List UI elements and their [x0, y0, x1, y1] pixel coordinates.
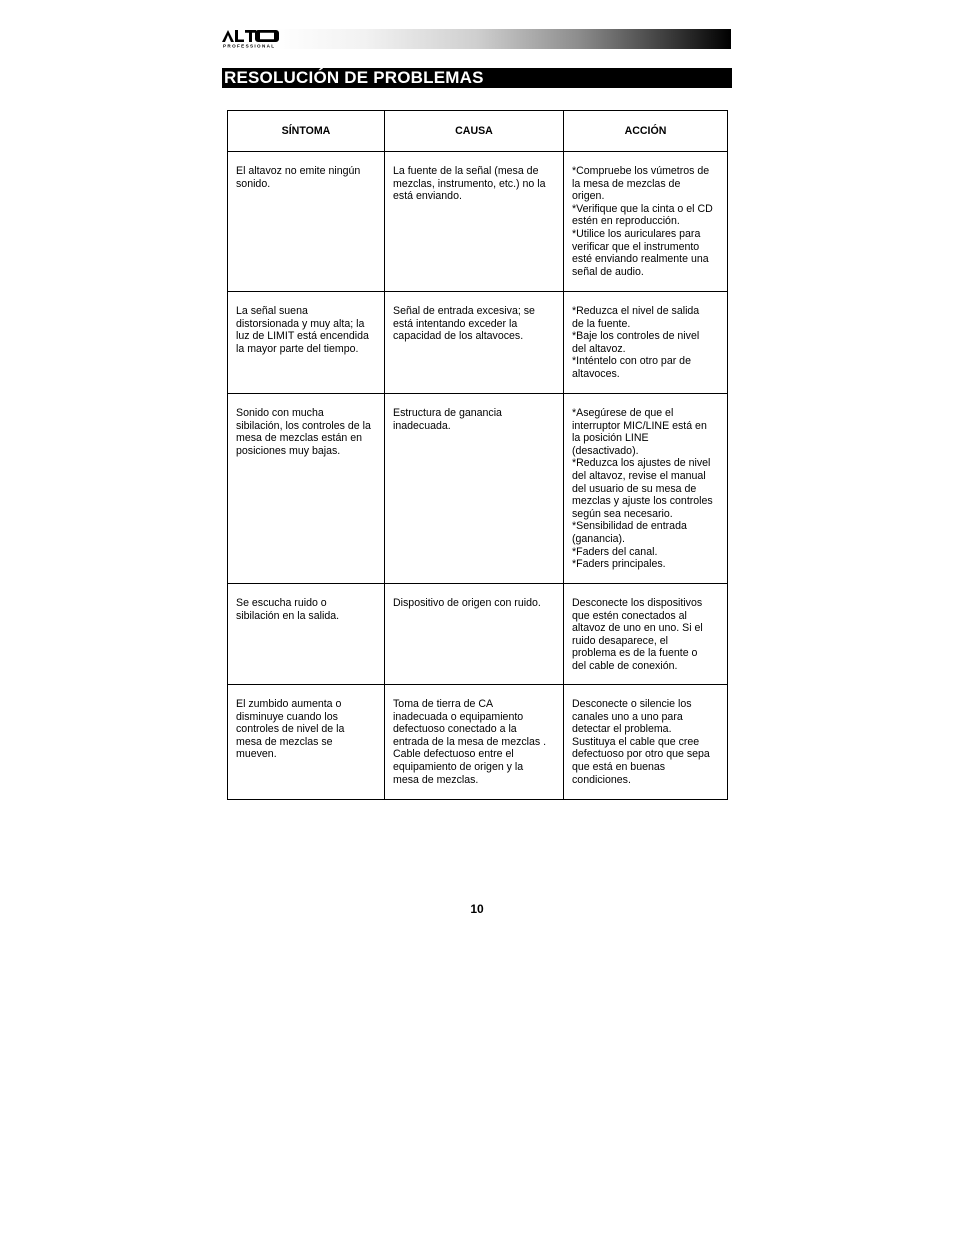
- header-symptom: SÍNTOMA: [228, 111, 385, 152]
- table-header-row: [228, 111, 728, 152]
- symptom-cell: Se escucha ruido o sibilación en la salida.: [228, 584, 385, 685]
- action-cell: Desconecte los dispositivos que estén conectados al altavoz de uno en uno. Si el ruido desaparece, el problema es de la fuente o del cable de conexión.: [564, 584, 728, 685]
- symptom-cell: La señal suena distorsionada y muy alta; la luz de LIMIT está encendida la mayor parte del tiempo.: [228, 292, 385, 394]
- table-row: [228, 292, 728, 394]
- action-cell: *Asegúrese de que el interruptor MIC/LINE está en la posición LINE (desactivado). *Reduzca los ajustes de nivel del altavoz, revise el manual del usuario de su mesa de mezclas y ajuste los controles según sea necesario. *Sensibilidad de entrada (ganancia). *Faders del canal. *Faders principales.: [564, 394, 728, 584]
- alto-logo-graphic: [222, 30, 280, 48]
- table-row: [228, 584, 728, 685]
- table-row: [228, 394, 728, 584]
- symptom-cell: El altavoz no emite ningún sonido.: [228, 152, 385, 292]
- alto-logo: [222, 30, 280, 48]
- action-cell: *Reduzca el nivel de salida de la fuente. *Baje los controles de nivel del altavoz. *Inténtelo con otro par de altavoces.: [564, 292, 728, 394]
- cause-cell: Señal de entrada excesiva; se está intentando exceder la capacidad de los altavoces.: [385, 292, 564, 394]
- action-cell: *Compruebe los vúmetros de la mesa de mezclas de origen. *Verifique que la cinta o el CD estén en reproducción. *Utilice los auriculares para verificar que el instrumento esté enviando realmente una señal de audio.: [564, 152, 728, 292]
- action-cell: Desconecte o silencie los canales uno a uno para detectar el problema. Sustituya el cable que cree defectuoso por otro que sepa que está en buenas condiciones.: [564, 685, 728, 800]
- symptom-cell: Sonido con mucha sibilación, los controles de la mesa de mezclas están en posiciones muy bajas.: [228, 394, 385, 584]
- header-cause: CAUSA: [385, 111, 564, 152]
- header-gradient-bar: [222, 29, 731, 49]
- page-number: 10: [470, 902, 484, 916]
- troubleshooting-table: [227, 110, 728, 800]
- table-row: [228, 685, 728, 800]
- table-row: [228, 152, 728, 292]
- cause-cell: Toma de tierra de CA inadecuada o equipamiento defectuoso conectado a la entrada de la mesa de mezclas . Cable defectuoso entre el equipamiento de origen y la mesa de mezclas.: [385, 685, 564, 800]
- symptom-cell: El zumbido aumenta o disminuye cuando los controles de nivel de la mesa de mezclas se mueven.: [228, 685, 385, 800]
- cause-cell: Dispositivo de origen con ruido.: [385, 584, 564, 685]
- cause-cell: La fuente de la señal (mesa de mezclas, instrumento, etc.) no la está enviando.: [385, 152, 564, 292]
- svg-text:PROFESSIONAL: PROFESSIONAL: [223, 43, 276, 48]
- page-title: RESOLUCIÓN DE PROBLEMAS: [222, 68, 732, 88]
- cause-cell: Estructura de ganancia inadecuada.: [385, 394, 564, 584]
- header-action: ACCIÓN: [564, 111, 728, 152]
